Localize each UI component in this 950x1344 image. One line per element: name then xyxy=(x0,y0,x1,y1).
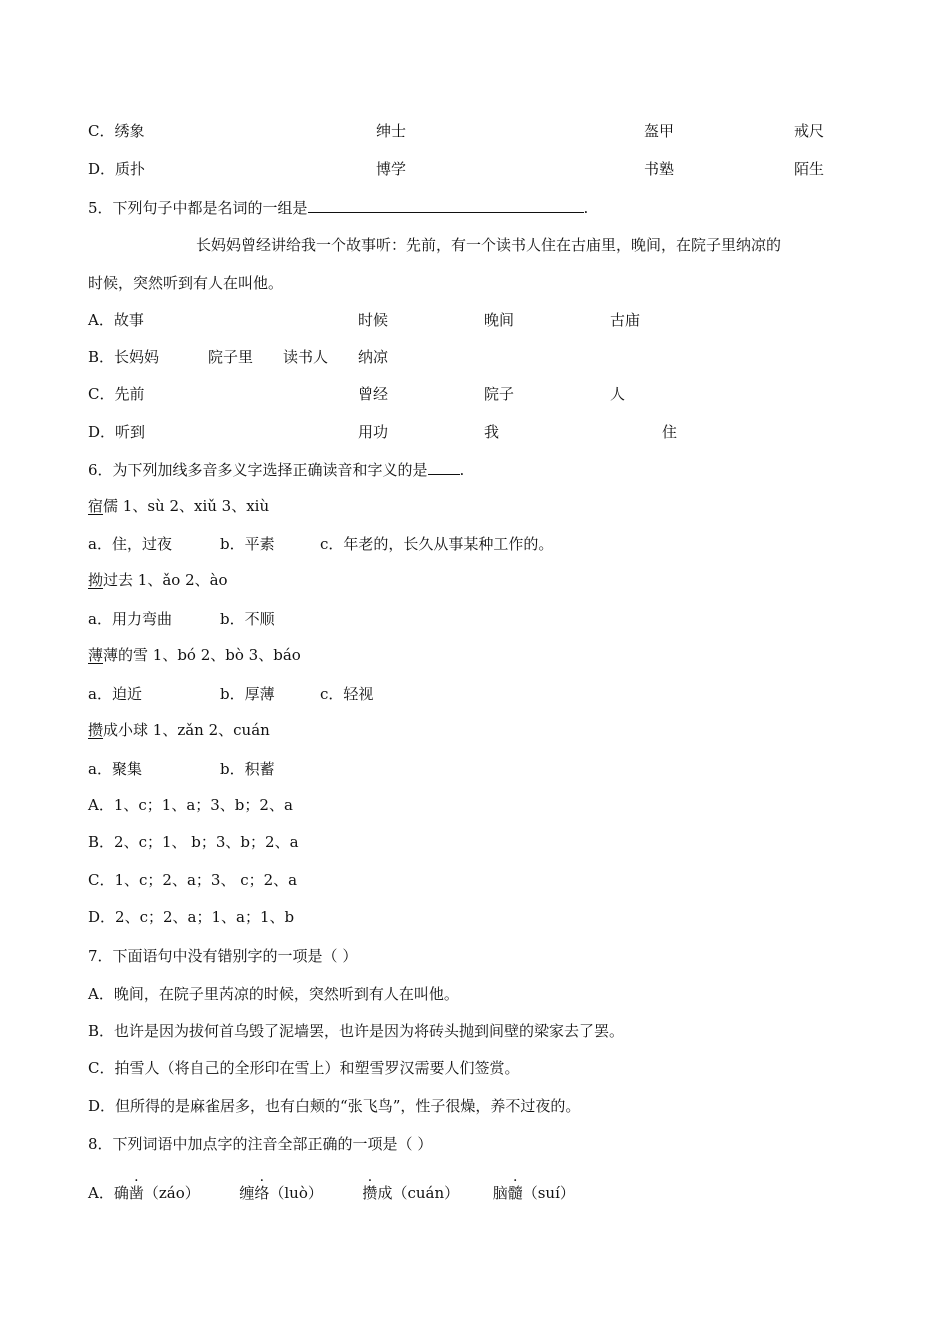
q6-item-2-meaning-a: a．用力弯曲 xyxy=(88,610,172,628)
q8-option-a-w1-char1: 确 xyxy=(113,1184,129,1202)
q5-option-d-w1: D．听到 xyxy=(88,423,146,441)
q6-answer-blank xyxy=(428,458,460,475)
q6-item-3-meaning-a: a．迫近 xyxy=(88,685,142,703)
q6-item-1-readings: 儒 1、sù 2、xiǔ 3、xiù xyxy=(103,497,270,515)
q8-option-a-w2-pinyin: （luò） xyxy=(269,1184,323,1202)
q4-option-c-w4: 戒尺 xyxy=(794,122,825,140)
q6-item-2-readings: 过去 1、ǎo 2、ào xyxy=(103,571,228,589)
q8-option-a-w4-dotted-char: 髓 xyxy=(507,1184,523,1202)
q6-item-2-meaning-b: b．不顺 xyxy=(220,610,275,628)
q5-passage-line-1: 长妈妈曾经讲给我一个故事听：先前，有一个读书人住在古庙里，晚间，在院子里纳凉的 xyxy=(196,236,782,254)
q5-answer-blank xyxy=(308,196,584,213)
q6-item-1-meaning-a: a．住，过夜 xyxy=(88,535,172,553)
q6-item-2-char: 拗 xyxy=(88,571,104,589)
q7-option-c: C．拍雪人（将自己的全形印在雪上）和塑雪罗汉需要人们签赏。 xyxy=(88,1059,520,1077)
q6-item-2 xyxy=(88,570,228,590)
q6-item-3 xyxy=(88,645,301,665)
q6-item-4-char: 攒 xyxy=(88,721,104,739)
q8-option-a-w4-pinyin: （suí） xyxy=(522,1184,575,1202)
q5-option-b-w4: 纳凉 xyxy=(358,348,389,366)
q6-stem-text: 6．为下列加线多音多义字选择正确读音和字义的是 xyxy=(88,461,428,479)
q5-option-a-w2: 时候 xyxy=(358,311,389,329)
q4-option-d-w4: 陌生 xyxy=(794,160,825,178)
q5-option-c-w1: C．先前 xyxy=(88,385,145,403)
q8-option-a-w3-pinyin: （cuán） xyxy=(392,1184,460,1202)
q4-option-c-w1: C．绣象 xyxy=(88,122,145,140)
q5-option-a-w1: A．故事 xyxy=(88,311,144,329)
q6-item-3-meaning-c: c．轻视 xyxy=(320,685,374,703)
q8-option-a-w2-char1: 缠 xyxy=(239,1184,255,1202)
q7-option-a: A．晚间，在院子里芮凉的时候，突然听到有人在叫他。 xyxy=(88,985,459,1003)
q6-item-1-meaning-b: b．平素 xyxy=(220,535,275,553)
q5-option-d-w3: 我 xyxy=(484,423,500,441)
q4-option-d-w3: 书塾 xyxy=(644,160,675,178)
q5-option-c-w3: 院子 xyxy=(484,385,515,403)
q6-item-1-meaning-c: c．年老的，长久从事某种工作的。 xyxy=(320,535,554,553)
q5-option-d-w4: 住 xyxy=(662,423,678,441)
q8-option-a-w1-dotted-char: 凿 xyxy=(128,1184,144,1202)
q7-option-d: D．但所得的是麻雀居多，也有白颊的“张飞鸟”，性子很燥，养不过夜的。 xyxy=(88,1097,581,1115)
q8-option-a-w2-dotted-char: 络 xyxy=(254,1184,270,1202)
q6-item-3-readings: 薄的雪 1、bó 2、bò 3、báo xyxy=(103,646,301,664)
q6-option-a: A．1、c；1、a；3、b；2、a xyxy=(88,796,293,814)
q6-item-3-meaning-b: b．厚薄 xyxy=(220,685,275,703)
q6-item-1-char: 宿 xyxy=(88,497,104,515)
q5-option-d-w2: 用功 xyxy=(358,423,389,441)
q6-item-1 xyxy=(88,496,269,516)
q5-option-a-w3: 晚间 xyxy=(484,311,515,329)
q6-item-3-char: 薄 xyxy=(88,646,104,664)
q8-option-a xyxy=(88,1183,575,1203)
q5-option-b-w2: 院子里 xyxy=(208,348,254,366)
q8-option-a-label: A． xyxy=(88,1184,114,1202)
q8-option-a-w3-dotted-char: 攒 xyxy=(362,1184,378,1202)
q8-option-a-w3-char2: 成 xyxy=(377,1184,393,1202)
q5-stem-text: 5．下列句子中都是名词的一组是 xyxy=(88,199,308,217)
q8-option-a-w4-char1: 脑 xyxy=(492,1184,508,1202)
q6-option-c: C．1、c；2、a；3、 c；2、a xyxy=(88,871,298,889)
q6-item-4-meaning-a: a．聚集 xyxy=(88,760,142,778)
q5-option-b-w3: 读书人 xyxy=(283,348,329,366)
q6-option-d: D．2、c；2、a；1、a；1、b xyxy=(88,908,295,926)
q4-option-d-w2: 博学 xyxy=(376,160,407,178)
q4-option-c-w2: 绅士 xyxy=(376,122,407,140)
q6-item-4 xyxy=(88,720,270,740)
q5-option-b-w1: B．长妈妈 xyxy=(88,348,160,366)
q6-option-b: B．2、c；1、 b；3、b；2、a xyxy=(88,833,299,851)
q5-option-a-w4: 古庙 xyxy=(610,311,641,329)
q5-passage-line-2: 时候，突然听到有人在叫他。 xyxy=(88,274,284,292)
q7-stem: 7．下面语句中没有错别字的一项是（ ） xyxy=(88,947,358,965)
q8-stem: 8．下列词语中加点字的注音全部正确的一项是（ ） xyxy=(88,1135,433,1153)
q5-stem: 5．下列句子中都是名词的一组是 . xyxy=(88,196,588,218)
q6-item-4-meaning-b: b．积蓄 xyxy=(220,760,275,778)
q7-option-b: B．也许是因为拔何首乌毁了泥墙罢，也许是因为将砖头抛到间壁的梁家去了罢。 xyxy=(88,1022,625,1040)
q4-option-c-w3: 盔甲 xyxy=(644,122,675,140)
q5-option-c-w2: 曾经 xyxy=(358,385,389,403)
q6-stem: 6．为下列加线多音多义字选择正确读音和字义的是 . xyxy=(88,458,464,480)
q8-option-a-w1-pinyin: （záo） xyxy=(143,1184,200,1202)
q4-option-d-w1: D．质扑 xyxy=(88,160,146,178)
q5-option-c-w4: 人 xyxy=(610,385,626,403)
q6-item-4-readings: 成小球 1、zǎn 2、cuán xyxy=(103,721,270,739)
